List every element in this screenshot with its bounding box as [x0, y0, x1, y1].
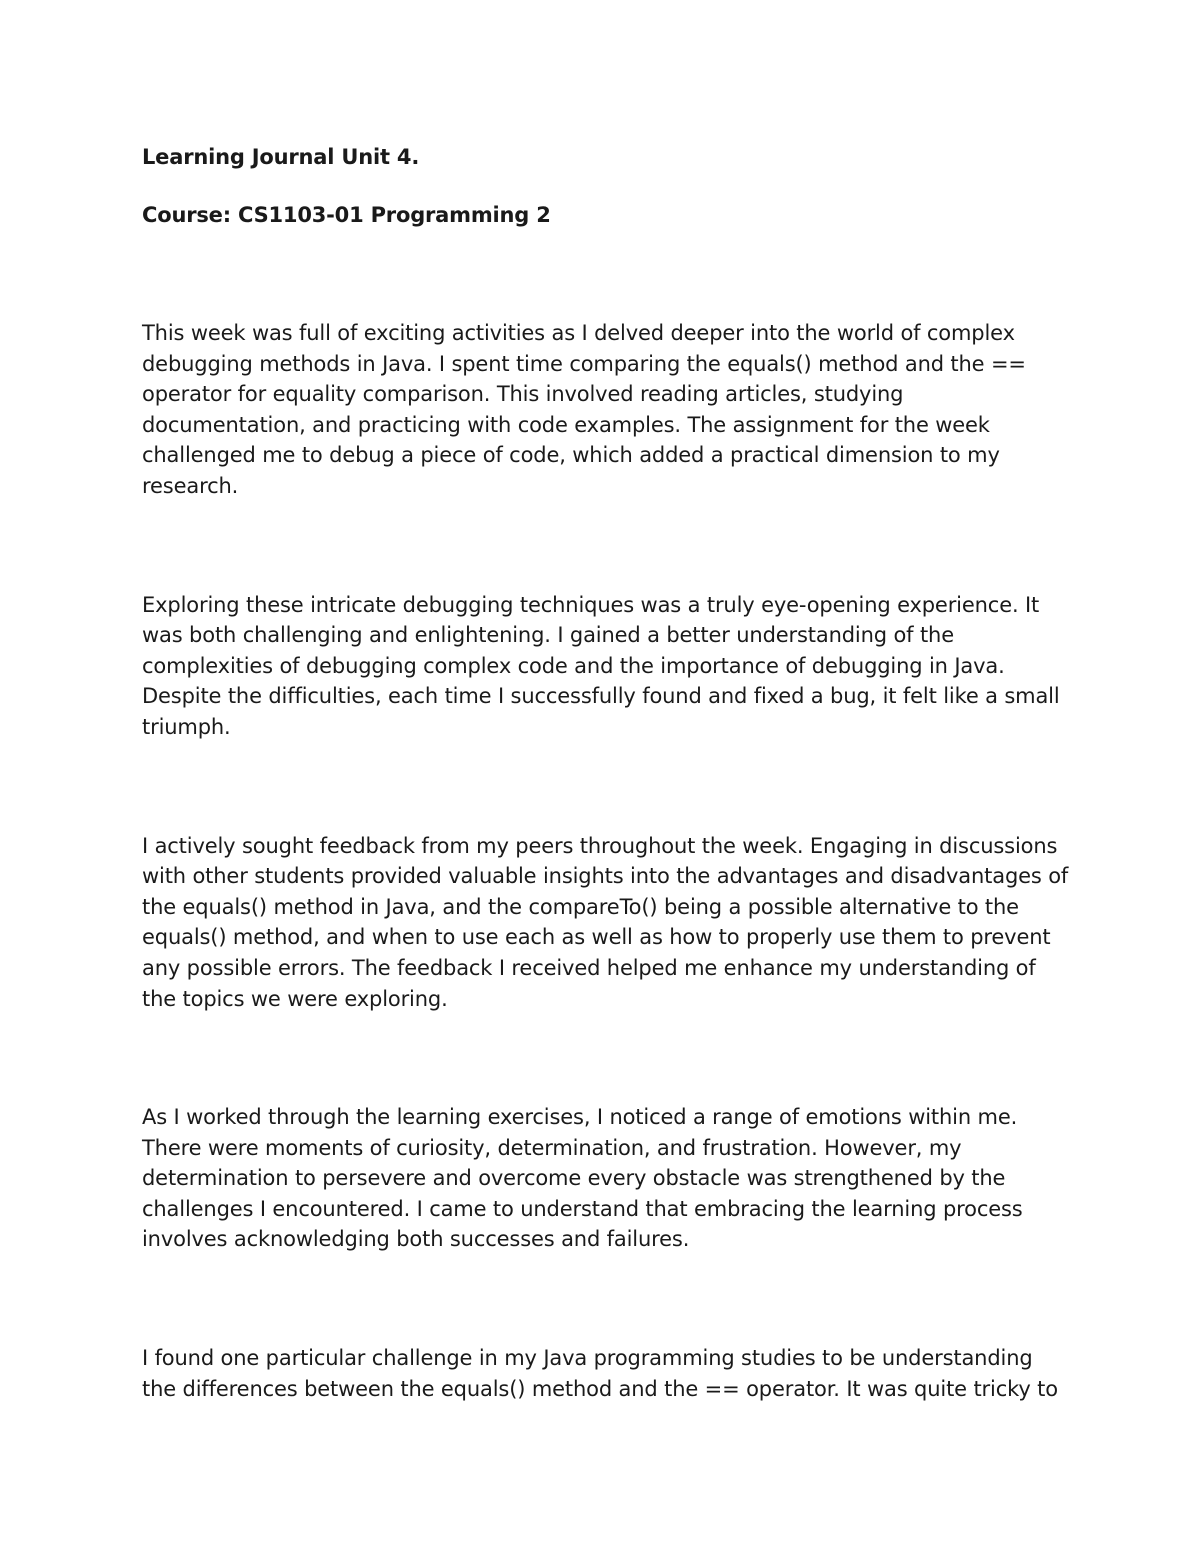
paragraph: This week was full of exciting activities as I delved deeper into the world of complex debugging methods in Java. I spent time comparing the equals() method and the == operator for equality comparison. This involved reading articles, studying documentation, and practicing with code examples. The assignment for the week challenged me to debug a piece of code, which added a practical dimension to my research.	[142, 321, 1026, 498]
paragraph: Exploring these intricate debugging techniques was a truly eye-opening experience. It was both challenging and enlightening. I gained a better understanding of the complexities of debugging complex code and the importance of debugging in Java. Despite the difficulties, each time I successfully found and fixed a bug, it felt like a small triumph.	[142, 592, 1060, 739]
paragraph: As I worked through the learning exercises, I noticed a range of emotions within me. There were moments of curiosity, determination, and frustration. However, my determination to persevere and overcome every obstacle was strengthened by the challenges I encountered. I came to understand that embracing the learning process involves acknowledging both successes and failures.	[142, 1105, 1023, 1252]
paragraph: I actively sought feedback from my peers throughout the week. Engaging in discussions with other students provided valuable insights into the advantages and disadvantages of the equals() method in Java, and the compareTo() being a possible alternative to the equals() method, and when to use each as well as how to properly use them to prevent any possible errors. The feedback I received helped me enhance my understanding of the topics we were exploring.	[142, 833, 1069, 1011]
paragraph: I found one particular challenge in my Java programming studies to be understanding the differences between the equals() method and the == operator. It was quite tricky to	[142, 1346, 1058, 1401]
document-body	[142, 142, 1072, 1404]
document-title: Learning Journal Unit 4.	[142, 145, 420, 169]
course-line: Course: CS1103-01 Programming 2	[142, 203, 551, 227]
